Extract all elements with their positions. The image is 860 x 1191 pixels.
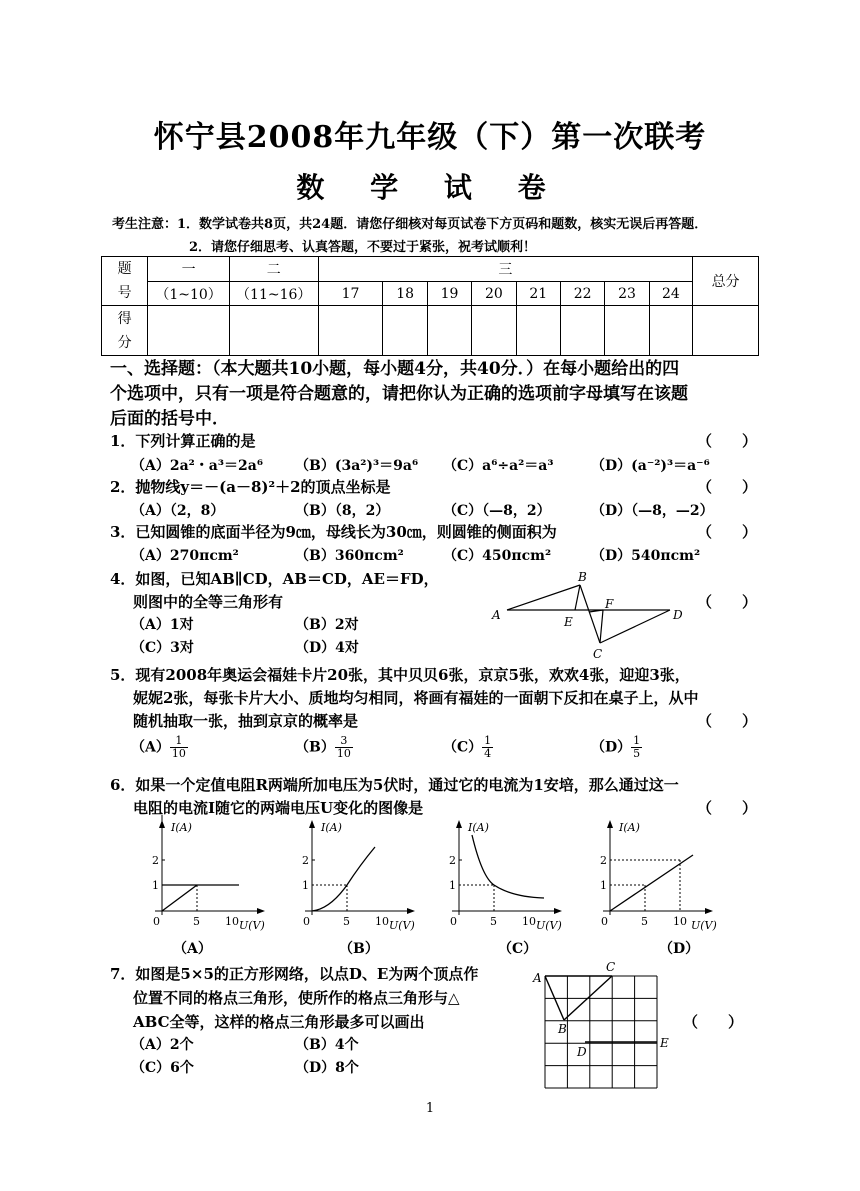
q4-label-e: E: [564, 615, 573, 629]
q6a-ylabel: I(A): [171, 821, 192, 834]
q2-option-c[interactable]: （C）（—8，2）: [443, 503, 551, 519]
q7-option-d[interactable]: （D）8个: [295, 1060, 359, 1076]
q6-graph-a[interactable]: [135, 815, 270, 940]
q6d-xtick-0: 0: [601, 915, 608, 928]
q6c-xtick-5: 5: [490, 915, 497, 928]
q7-answer-blank[interactable]: （ ）: [683, 1013, 744, 1031]
q4-option-c[interactable]: （C）3对: [131, 640, 194, 656]
q2-option-b[interactable]: （B）（8，2）: [295, 503, 390, 519]
q2-option-a[interactable]: （A）（2，8）: [131, 503, 225, 519]
q2-stem: 2．抛物线y＝－(a－8)²＋2的顶点坐标是: [110, 478, 391, 496]
score-cell-part2[interactable]: [229, 306, 318, 356]
q6a-ytick-1: 1: [152, 879, 159, 892]
q1-option-c[interactable]: （C）a⁶÷a²＝a³: [443, 458, 554, 474]
q5-stem-line2: 妮妮2张，每张卡片大小、质地均匀相同，将画有福娃的一面朝下反扣在桌子上，从中: [133, 689, 699, 707]
q5-option-b[interactable]: （B） $\frac{3}{10}$: [295, 734, 351, 760]
notice-text-1: 1．数学试卷共8页，共24题．请您仔细核对每页试卷下方页码和题数，核实无误后再答题．: [177, 217, 708, 232]
section1-line3: 后面的括号中．: [110, 409, 229, 429]
svg-text:I(A): [170, 821, 192, 834]
exam-subtitle: 数 学 试 卷: [296, 171, 564, 204]
part-one-header: 一: [148, 257, 230, 282]
q6c-ytick-1: 1: [449, 879, 456, 892]
q1-stem: 1．下列计算正确的是: [110, 432, 256, 450]
q6-caption-a: （A）: [173, 941, 212, 957]
q4-option-b[interactable]: （B）2对: [295, 617, 359, 633]
score-cell-18[interactable]: [383, 306, 427, 356]
q5-b-numerator: 3: [335, 735, 353, 748]
part-one-range: （1~10）: [148, 282, 230, 306]
q6-caption-b: （B）: [339, 941, 379, 957]
q5-stem-line3: 随机抽取一张，抽到京京的概率是: [133, 712, 359, 730]
q7-grid-figure: [530, 958, 680, 1090]
q6b-xtick-5: 5: [343, 915, 350, 928]
q6a-xtick-0: 0: [153, 915, 160, 928]
q6c-xlabel: U(V): [536, 919, 562, 932]
notice-line-1: [112, 213, 707, 232]
q3-option-c[interactable]: （C）450πcm²: [443, 548, 552, 564]
q6d-xtick-5: 5: [641, 915, 648, 928]
q5-b-denominator: 10: [336, 747, 351, 760]
q6b-xlabel: U(V): [389, 919, 415, 932]
score-cell-17[interactable]: [318, 306, 383, 356]
q5-answer-blank[interactable]: （ ）: [697, 712, 758, 730]
q6c-ytick-2: 2: [449, 854, 456, 867]
q1-option-b[interactable]: （B）(3a²)³＝9a⁶: [295, 458, 419, 474]
q7-label-c: C: [606, 960, 616, 974]
q4-stem-line1: 4．如图，已知AB∥CD，AB＝CD，AE＝FD，: [110, 570, 439, 588]
part-two-range: （11~16）: [229, 282, 318, 306]
q6a-xtick-10: 10: [225, 915, 239, 928]
score-cell-21[interactable]: [516, 306, 560, 356]
q6b-xtick-0: 0: [303, 915, 310, 928]
q6d-xlabel: U(V): [691, 919, 717, 932]
q6-graph-c[interactable]: [432, 815, 572, 940]
q6b-ytick-2: 2: [302, 854, 309, 867]
q5-option-d[interactable]: （D） $\frac{1}{5}$: [591, 734, 641, 760]
q3-option-d[interactable]: （D）540πcm²: [591, 548, 701, 564]
q7-option-b[interactable]: （B）4个: [295, 1037, 359, 1053]
q4-figure: [485, 568, 695, 660]
item-21: 21: [516, 282, 560, 306]
row-label-score: 得分: [102, 306, 148, 356]
q6c-xtick-0: 0: [450, 915, 457, 928]
q7-stem-line1: 7．如图是5×5的正方形网络，以点D、E为两个顶点作: [110, 965, 479, 983]
q6c-ylabel: I(A): [468, 821, 489, 834]
score-cell-part1[interactable]: [148, 306, 230, 356]
item-17: 17: [318, 282, 383, 306]
q6c-xtick-10: 10: [522, 915, 536, 928]
q5-c-denominator: 4: [484, 747, 492, 760]
row-label-question: 题号: [102, 257, 148, 306]
q5-d-denominator: 5: [633, 747, 641, 760]
q7-stem-line3: ABC全等，这样的格点三角形最多可以画出: [133, 1013, 425, 1031]
section1-line2: 个选项中，只有一项是符合题意的，请把你认为正确的选项前字母填写在该题: [110, 384, 688, 404]
q7-label-e: E: [660, 1036, 669, 1050]
q5-c-numerator: 1: [484, 734, 492, 747]
score-cell-22[interactable]: [560, 306, 604, 356]
q6a-xtick-5: 5: [193, 915, 200, 928]
score-cell-total[interactable]: [693, 306, 759, 356]
item-20: 20: [472, 282, 516, 306]
q5-a-denominator: 10: [171, 747, 186, 760]
q6-caption-d: （D）: [659, 941, 700, 957]
q6-answer-blank[interactable]: （ ）: [697, 799, 758, 817]
q7-option-a[interactable]: （A）2个: [131, 1037, 194, 1053]
q4-stem-line2: 则图中的全等三角形有: [133, 593, 284, 611]
q4-answer-blank[interactable]: （ ）: [697, 593, 758, 611]
q4-label-d: D: [673, 608, 683, 622]
q7-label-a: A: [533, 971, 542, 985]
q2-answer-blank[interactable]: （ ）: [697, 478, 758, 496]
item-22: 22: [560, 282, 604, 306]
item-23: 23: [605, 282, 649, 306]
q6b-xtick-10: 10: [375, 915, 389, 928]
score-cell-19[interactable]: [427, 306, 471, 356]
q5-option-c[interactable]: （C） $\frac{1}{4}$: [443, 734, 492, 760]
q7-option-c[interactable]: （C）6个: [131, 1060, 194, 1076]
q4-label-b: B: [578, 570, 587, 584]
q5-a-numerator: 1: [170, 735, 188, 748]
q7-label-d: D: [577, 1045, 587, 1059]
item-24: 24: [649, 282, 692, 306]
q3-option-b[interactable]: （B）360πcm²: [295, 548, 404, 564]
q5-option-a[interactable]: （A） $\frac{1}{10}$: [131, 734, 186, 760]
q6-graph-d[interactable]: [583, 815, 728, 940]
q6-caption-c: （C）: [498, 941, 538, 957]
part-two-header: 二: [229, 257, 318, 282]
q1-answer-blank[interactable]: （ ）: [697, 432, 758, 450]
total-header: 总分: [693, 257, 759, 306]
q6-graph-b[interactable]: [285, 815, 420, 940]
page-number: 1: [425, 1101, 435, 1116]
exam-title: 怀宁县2008年九年级（下）第一次联考: [153, 120, 707, 155]
q6a-ytick-2: 2: [152, 854, 159, 867]
score-cell-20[interactable]: [472, 306, 516, 356]
q2-option-d[interactable]: （D）（—8，—2）: [591, 503, 714, 519]
q4-option-d[interactable]: （D）4对: [295, 640, 359, 656]
q3-answer-blank[interactable]: （ ）: [697, 523, 758, 541]
q1-option-d[interactable]: （D）(a⁻²)³＝a⁻⁶: [591, 458, 710, 474]
q7-label-b: B: [558, 1022, 567, 1036]
score-cell-23[interactable]: [605, 306, 649, 356]
q4-label-c: C: [593, 647, 603, 660]
q1-option-a[interactable]: （A）2a²・a³＝2a⁶: [131, 458, 263, 474]
q6d-xtick-10: 10: [673, 915, 687, 928]
q6b-ylabel: I(A): [321, 821, 342, 834]
part-three-header: 三: [318, 257, 693, 282]
q4-option-a[interactable]: （A）1对: [131, 617, 194, 633]
q4-label-f: F: [605, 597, 614, 611]
score-cell-24[interactable]: [649, 306, 692, 356]
q6-stem-line1: 6．如果一个定值电阻R两端所加电压为5伏时，通过它的电流为1安培，那么通过这一: [110, 776, 679, 794]
q3-stem: 3．已知圆锥的底面半径为9㎝，母线长为30㎝，则圆锥的侧面积为: [110, 523, 557, 541]
item-19: 19: [427, 282, 471, 306]
q6d-ylabel: I(A): [619, 821, 640, 834]
section1-line1: 一、选择题：（本大题共10小题，每小题4分，共40分．）在每小题给出的四: [110, 359, 680, 379]
q6d-ytick-2: 2: [600, 854, 607, 867]
item-18: 18: [383, 282, 427, 306]
score-table: [101, 256, 759, 356]
notice-line-2: 2．请您仔细思考、认真答题，不要过于紧张，祝考试顺利！: [189, 240, 537, 255]
q6d-ytick-1: 1: [600, 879, 607, 892]
q5-stem-line1: 5．现有2008年奥运会福娃卡片20张，其中贝贝6张，京京5张，欢欢4张，迎迎3张，: [110, 666, 690, 684]
notice-label: 考生注意：: [112, 217, 178, 232]
q3-option-a[interactable]: （A）270πcm²: [131, 548, 239, 564]
q6b-ytick-1: 1: [302, 879, 309, 892]
q7-stem-line2: 位置不同的格点三角形，使所作的格点三角形与△: [133, 989, 460, 1007]
q4-label-a: A: [492, 608, 501, 622]
q5-d-numerator: 1: [633, 734, 641, 747]
q6-stem-line2: 电阻的电流I随它的两端电压U变化的图像是: [133, 799, 424, 817]
q6a-xlabel: U(V): [239, 919, 265, 932]
